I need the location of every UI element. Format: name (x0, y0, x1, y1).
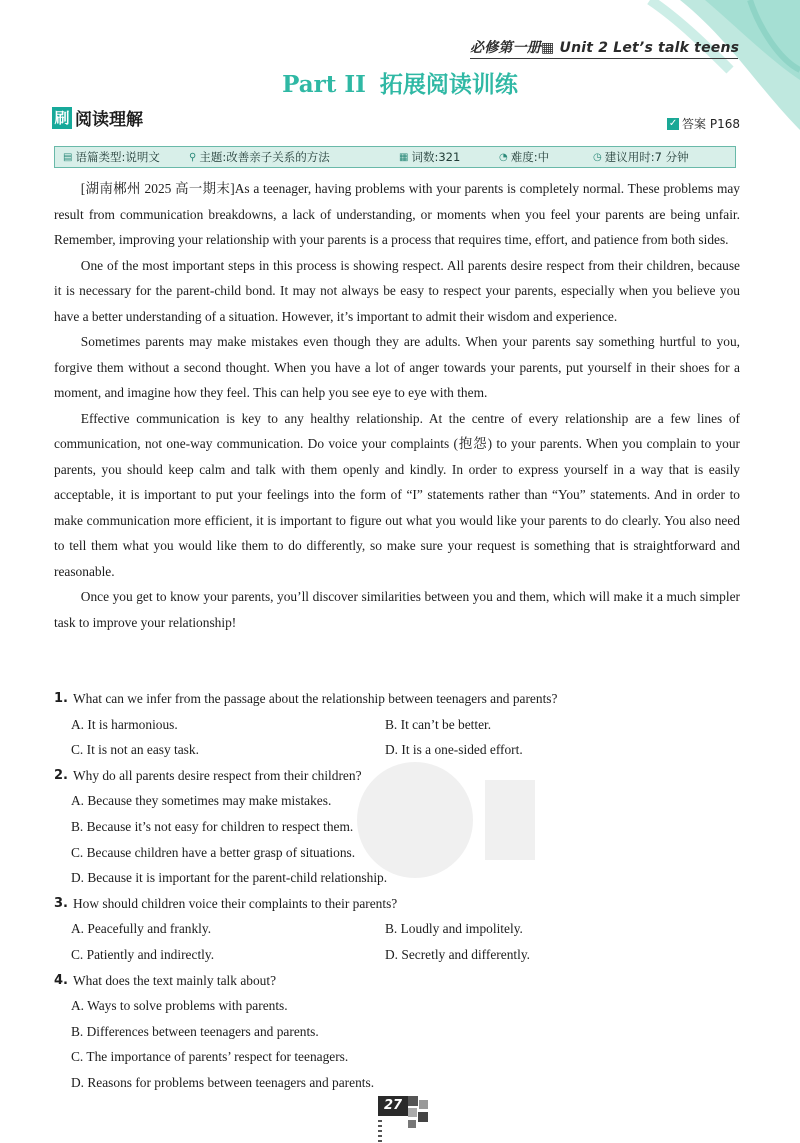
question-1 (54, 686, 740, 763)
option-c[interactable]: C. Patiently and indirectly. (71, 946, 215, 962)
option-a[interactable]: A. Peacefully and frankly. (71, 921, 212, 937)
info-time-text: 建议用时:7 分钟 (604, 150, 689, 164)
info-time (593, 149, 689, 165)
question-3 (54, 891, 740, 968)
option-a[interactable]: A. Because they sometimes may make mistakes. (71, 793, 332, 809)
paragraph-text: As a teenager, having problems with your parents is completely normal. These problems may result from communication breakdowns, a lack of understanding, or moments when you feel your parents are being unfair. Remember, improving your relationship with your parents is a process that requires time, effort, and patience from both sides. (54, 181, 740, 247)
passage-paragraph-3: Sometimes parents may make mistakes even though they are adults. When your parents say something hurtful to you, forgive them without a second thought. When you have a lot of anger towards your parents, put yourself in their shoes for a moment, and imagine how they feel. This can help you see eye to eye with them. (54, 334, 740, 400)
check-icon: ✓ (668, 117, 678, 129)
header-rule (470, 58, 738, 59)
section-title: 阅读理解 (75, 110, 143, 130)
part-label: Part II (282, 71, 366, 98)
part-title-text: 拓展阅读训练 (379, 72, 518, 98)
question-stem: What can we infer from the passage about the relationship between teenagers and parents? (72, 691, 558, 706)
section-heading (52, 105, 143, 130)
info-genre-text: 语篇类型:说明文 (75, 150, 160, 164)
info-word-count (399, 149, 499, 165)
passage-source: [湖南郴州 2025 高一期末] (80, 181, 235, 196)
option-a[interactable]: A. It is harmonious. (71, 716, 178, 732)
option-c[interactable]: C. The importance of parents’ respect for teenagers. (71, 1049, 349, 1065)
passage-paragraph-4: Effective communication is key to any healthy relationship. At the centre of every relationship are a few lines of communication, not one-way communication. Do voice your complaints (抱怨) to your parents. When you complain to your parents, you should keep calm and talk with them openly and kindly. In order to express yourself in a way that is easily acceptable, it is important to put your feelings into the form of “I” statements rather than “You” statements. And in order to make communication more efficient, it is important to figure out what you would like your parents to do clearly. You also need to tell them what you would like them to do differently, so make sure your request is something that is straightforward and reasonable. (54, 410, 740, 579)
option-d[interactable]: D. It is a one-sided effort. (385, 742, 523, 758)
info-theme (189, 149, 399, 165)
info-difficulty-text: 难度:中 (510, 150, 550, 164)
option-b[interactable]: B. It can’t be better. (385, 716, 492, 732)
option-c[interactable]: C. It is not an easy task. (71, 742, 199, 758)
question-number: 1. (54, 691, 68, 706)
option-b[interactable]: B. Loudly and impolitely. (385, 921, 523, 937)
clock-icon: ◷ (593, 151, 602, 163)
question-stem: How should children voice their complaints to their parents? (72, 895, 398, 911)
gauge-icon: ◔ (499, 151, 508, 163)
option-b[interactable]: B. Because it’s not easy for children to respect them. (71, 818, 354, 834)
page-number-decoration (408, 1096, 430, 1136)
page-dots-decoration (378, 1120, 382, 1142)
question-number: 4. (54, 972, 68, 988)
section-badge: 刷 (52, 107, 72, 129)
passage-paragraph-5: Once you get to know your parents, you’ll discover similarities between you and them, which will make it a much simpler task to improve your relationship! (54, 589, 740, 630)
book-icon: ▤ (63, 151, 73, 163)
option-a[interactable]: A. Ways to solve problems with parents. (71, 998, 288, 1014)
running-header: 必修第一册▦ Unit 2 Let’s talk teens (470, 40, 740, 56)
info-genre (63, 149, 189, 165)
info-theme-text: 主题:改善亲子关系的方法 (199, 150, 330, 164)
info-word-count-text: 词数:321 (411, 150, 461, 164)
magnifier-icon: ⚲ (189, 151, 197, 163)
option-d[interactable]: D. Because it is important for the parent-child relationship. (71, 870, 388, 886)
question-list (54, 686, 740, 1096)
question-number: 3. (54, 895, 68, 911)
answer-reference-text: 答案 P168 (682, 117, 740, 131)
question-4 (54, 968, 740, 1096)
info-difficulty (499, 149, 593, 165)
reading-passage (54, 176, 740, 635)
question-2 (54, 763, 740, 891)
passage-info-bar (54, 146, 736, 168)
option-d[interactable]: D. Secretly and differently. (385, 946, 531, 962)
part-title (0, 66, 800, 99)
option-d[interactable]: D. Reasons for problems between teenagers and parents. (71, 1074, 375, 1090)
question-stem: Why do all parents desire respect from their children? (72, 767, 362, 783)
passage-paragraph-1 (54, 176, 740, 253)
option-c[interactable]: C. Because children have a better grasp of situations. (71, 844, 356, 860)
answer-reference (667, 115, 740, 132)
count-icon: ▦ (399, 151, 409, 163)
option-b[interactable]: B. Differences between teenagers and parents. (71, 1023, 319, 1039)
question-number: 2. (54, 767, 68, 783)
page-number: 27 (378, 1096, 408, 1116)
question-stem: What does the text mainly talk about? (72, 972, 277, 988)
passage-paragraph-2: One of the most important steps in this process is showing respect. All parents desire respect from their children, because it is necessary for the parent-child bond. It may not always be easy to respect your parents, especially when you believe you have a better understanding of a situation. However, it’s important to admit their wisdom and experience. (54, 257, 740, 324)
